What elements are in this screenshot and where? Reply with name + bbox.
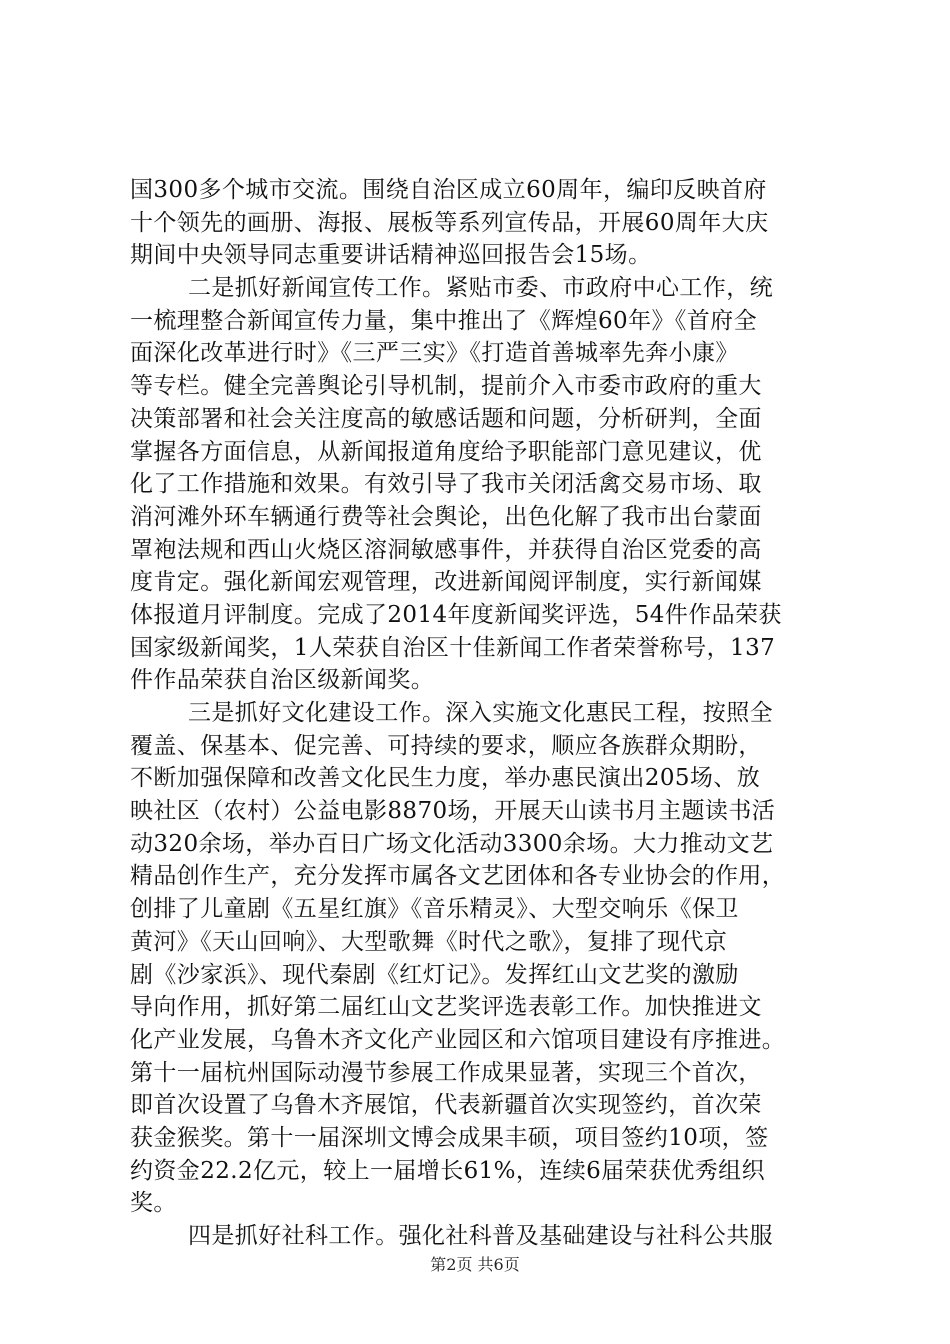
text-line: 体报道月评制度。完成了2014年度新闻奖评选，54件作品荣获: [130, 601, 782, 628]
text-line: 掌握各方面信息，从新闻报道角度给予职能部门意见建议，优: [130, 438, 762, 465]
text-line: 国家级新闻奖，1人荣获自治区十佳新闻工作者荣誉称号，137: [130, 634, 776, 661]
text-line: 三是抓好文化建设工作。深入实施文化惠民工程，按照全: [188, 700, 773, 726]
text-line: 覆盖、保基本、促完善、可持续的要求，顺应各族群众期盼，: [130, 732, 762, 759]
text-line: 国300多个城市交流。围绕自治区成立60周年，编印反映首府: [130, 177, 767, 203]
paragraph-1: [130, 174, 830, 272]
text-line: 创排了儿童剧《五星红旗》《音乐精灵》、大型交响乐《保卫: [130, 896, 739, 923]
text-line: 导向作用，抓好第二届红山文艺奖评选表彰工作。加快推进文: [130, 994, 762, 1021]
text-line: 映社区（农村）公益电影8870场，开展天山读书月主题读书活: [130, 798, 776, 825]
page-number-footer: 第2页 共6页: [430, 1255, 520, 1274]
text-line: 精品创作生产，充分发挥市属各文艺团体和各专业协会的作用，: [130, 863, 786, 890]
text-line: 件作品荣获自治区级新闻奖。: [130, 667, 435, 694]
text-line: 化产业发展，乌鲁木齐文化产业园区和六馆项目建设有序推进。: [130, 1026, 786, 1053]
text-line: 度肯定。强化新闻宏观管理，改进新闻阅评制度，实行新闻媒: [130, 569, 762, 596]
text-line: 奖。: [130, 1190, 177, 1217]
text-line: 面深化改革进行时》《三严三实》《打造首善城率先奔小康》: [130, 340, 739, 367]
text-line: 四是抓好社科工作。强化社科普及基础建设与社科公共服: [188, 1223, 773, 1249]
text-line: 第十一届杭州国际动漫节参展工作成果显著，实现三个首次，: [130, 1059, 762, 1086]
text-line: 剧《沙家浜》、现代秦剧《红灯记》。发挥红山文艺奖的激励: [130, 961, 739, 988]
text-line: 即首次设置了乌鲁木齐展馆，代表新疆首次实现签约，首次荣: [130, 1092, 762, 1119]
text-line: 等专栏。健全完善舆论引导机制，提前介入市委市政府的重大: [130, 373, 762, 400]
text-line: 期间中央领导同志重要讲话精神巡回报告会15场。: [130, 242, 652, 269]
text-line: 二是抓好新闻宣传工作。紧贴市委、市政府中心工作，统: [188, 275, 773, 302]
text-line: 黄河》《天山回响》、大型歌舞《时代之歌》，复排了现代京: [130, 928, 728, 955]
text-line: 消河滩外环车辆通行费等社会舆论，出色化解了我市出台蒙面: [130, 503, 762, 530]
text-line: 罩袍法规和西山火烧区溶洞敏感事件，并获得自治区党委的高: [130, 536, 762, 563]
text-line: 动320余场，举办百日广场文化活动3300余场。大力推动文艺: [130, 830, 774, 857]
paragraph-4-social-science: [130, 1220, 830, 1253]
text-line: 不断加强保障和改善文化民生力度，举办惠民演出205场、放: [130, 765, 761, 792]
text-line: 一梳理整合新闻宣传力量，集中推出了《辉煌60年》《首府全: [130, 307, 757, 334]
paragraph-2-news: [130, 272, 830, 697]
paragraph-3-culture: [130, 697, 830, 1220]
text-line: 约资金22.2亿元，较上一届增长61%，连续6届荣获优秀组织: [130, 1157, 765, 1184]
text-line: 获金猴奖。第十一届深圳文博会成果丰硕，项目签约10项，签: [130, 1124, 769, 1151]
text-line: 十个领先的画册、海报、展板等系列宣传品，开展60周年大庆: [130, 209, 769, 236]
text-line: 决策部署和社会关注度高的敏感话题和问题，分析研判，全面: [130, 405, 762, 432]
text-line: 化了工作措施和效果。有效引导了我市关闭活禽交易市场、取: [130, 471, 762, 498]
document-body: [130, 174, 830, 1253]
